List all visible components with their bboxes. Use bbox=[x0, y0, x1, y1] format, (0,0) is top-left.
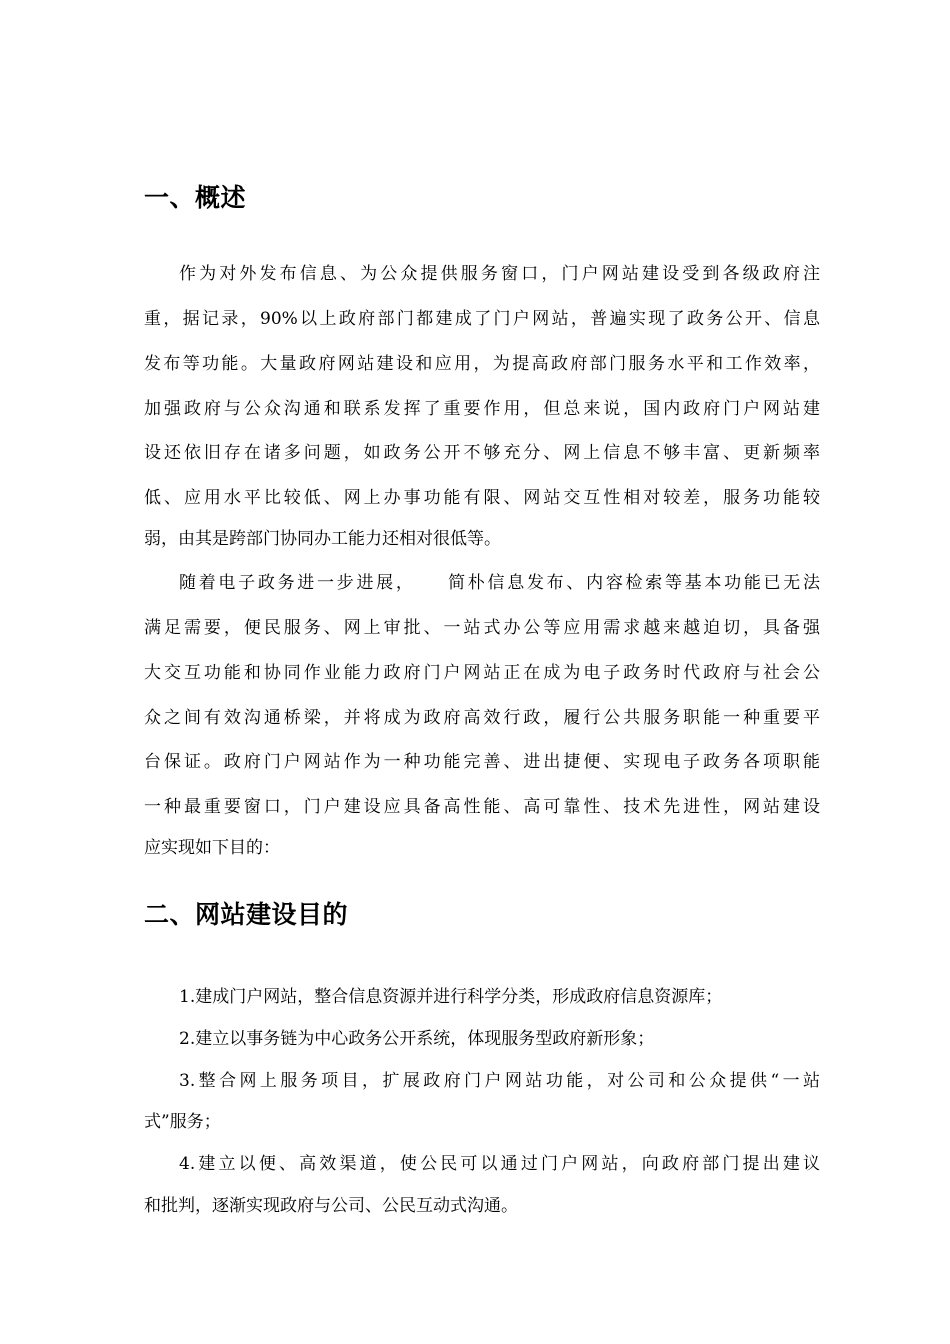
list-item: 4.建立以便、高效渠道，使公民可以通过门户网站，向政府部门提出建议 bbox=[179, 1154, 820, 1174]
paragraph-line: 大交互功能和协同作业能力政府门户网站正在成为电子政务时代政府与社会公 bbox=[144, 663, 820, 683]
paragraph-line: 应实现如下目的： bbox=[144, 838, 280, 858]
paragraph-line: 随着电子政务进一步进展， 简朴信息发布、内容检索等基本功能已无法 bbox=[179, 573, 820, 593]
paragraph-line: 设还依旧存在诸多问题，如政务公开不够充分、网上信息不够丰富、更新频率 bbox=[144, 443, 820, 463]
paragraph-line: 低、应用水平比较低、网上办事功能有限、网站交互性相对较差，服务功能较 bbox=[144, 488, 820, 508]
list-item-continuation: 和批判，逐渐实现政府与公司、公民互动式沟通。 bbox=[144, 1196, 518, 1216]
paragraph-line: 台保证。政府门户网站作为一种功能完善、进出捷便、实现电子政务各项职能 bbox=[144, 752, 820, 772]
section-heading-purpose: 二、网站建设目的 bbox=[144, 900, 349, 929]
paragraph-line: 重，据记录，90%以上政府部门都建成了门户网站，普遍实现了政务公开、信息 bbox=[144, 309, 820, 329]
list-item: 1.建成门户网站，整合信息资源并进行科学分类，形成政府信息资源库； bbox=[179, 987, 723, 1007]
list-item: 2.建立以事务链为中心政务公开系统，体现服务型政府新形象； bbox=[179, 1029, 655, 1049]
paragraph-line: 发布等功能。大量政府网站建设和应用，为提高政府部门服务水平和工作效率， bbox=[144, 354, 820, 374]
paragraph-line: 一种最重要窗口，门户建设应具备高性能、高可靠性、技术先进性，网站建设 bbox=[144, 797, 820, 817]
paragraph-line: 弱，由其是跨部门协同办工能力还相对很低等。 bbox=[144, 529, 501, 549]
list-item-continuation: 式”服务； bbox=[144, 1112, 221, 1132]
list-item: 3.整合网上服务项目，扩展政府门户网站功能，对公司和公众提供“一站 bbox=[179, 1071, 820, 1091]
paragraph-line: 众之间有效沟通桥梁，并将成为政府高效行政，履行公共服务职能一种重要平 bbox=[144, 708, 820, 728]
paragraph-line: 作为对外发布信息、为公众提供服务窗口，门户网站建设受到各级政府注 bbox=[179, 264, 820, 284]
section-heading-overview: 一、概述 bbox=[144, 183, 247, 212]
paragraph-line: 加强政府与公众沟通和联系发挥了重要作用，但总来说，国内政府门户网站建 bbox=[144, 399, 820, 419]
paragraph-line: 满足需要，便民服务、网上审批、一站式办公等应用需求越来越迫切，具备强 bbox=[144, 618, 820, 638]
